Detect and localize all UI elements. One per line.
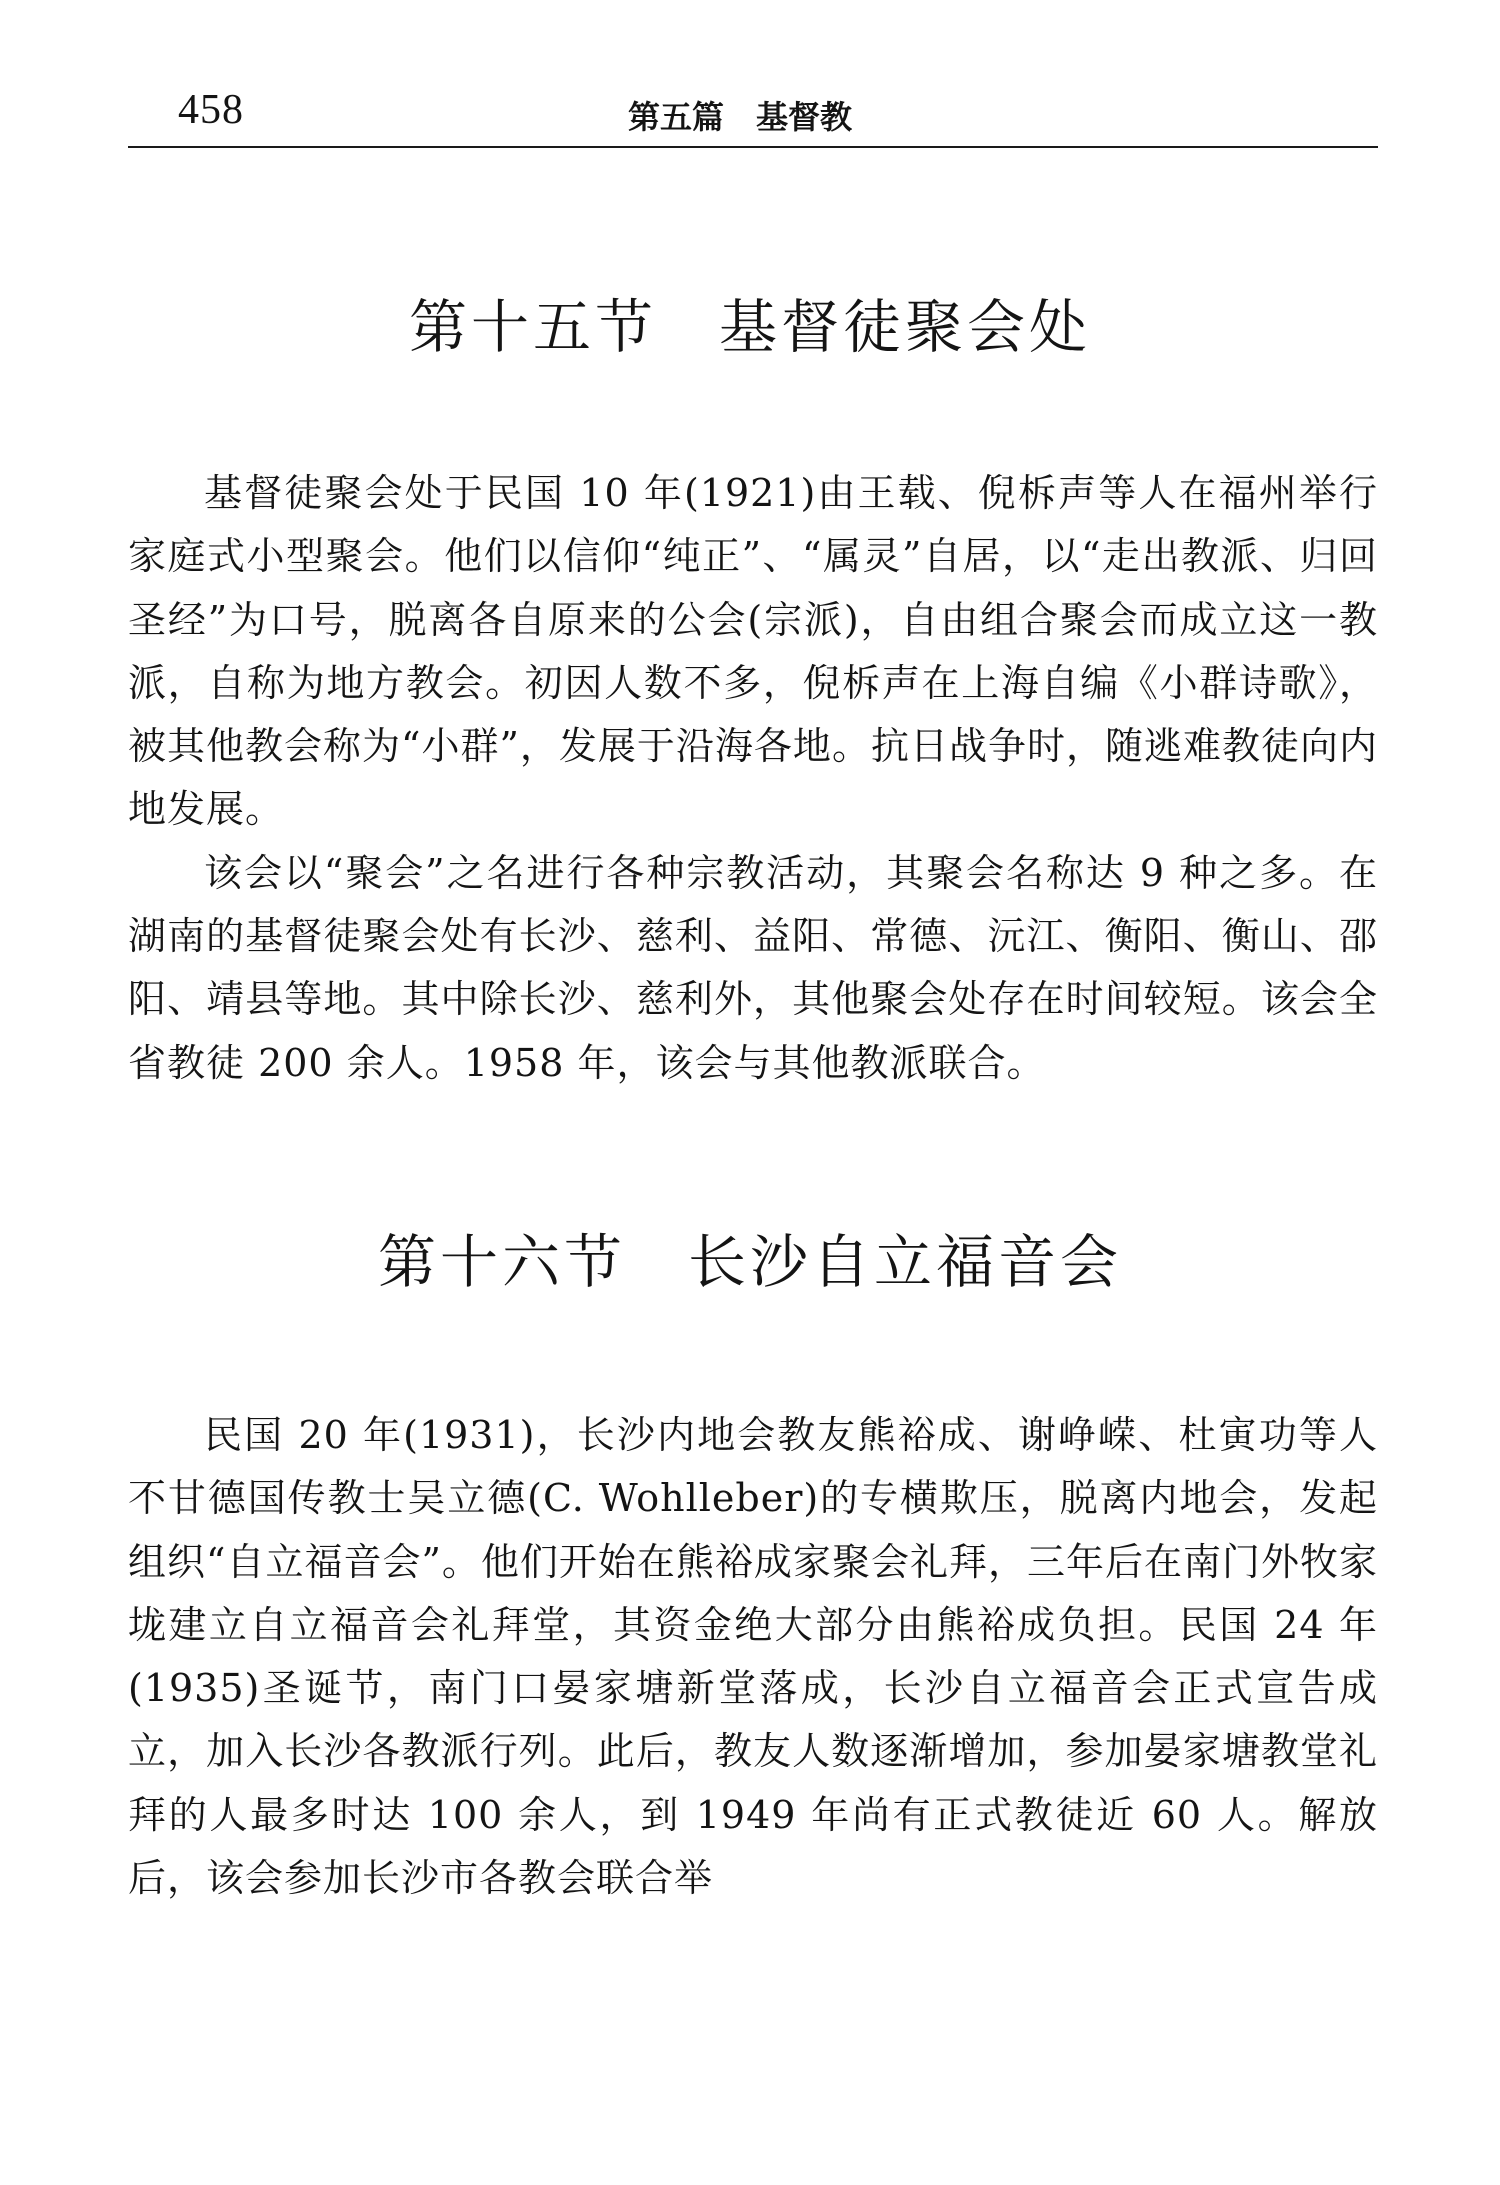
paragraph: 民国 20 年(1931)，长沙内地会教友熊裕成、谢峥嵘、杜寅功等人不甘德国传教士吴立德(C. Wohlleber)的专横欺压，脱离内地会，发起组织“自立福音会”。他们开始在熊裕成家聚会礼拜，三年后在南门外牧家垅建立自立福音会礼拜堂，其资金绝大部分由熊裕成负担。民国 24 年(1935)圣诞节，南门口晏家塘新堂落成，长沙自立福音会正式宣告成立，加入长沙各教派行列。此后，教友人数逐渐增加，参加晏家塘教堂礼拜的人最多时达 100 余人，到 1949 年尚有正式教徒近 60 人。解放后，该会参加长沙市各教会联合举 xyxy=(128,1413,1378,1901)
section-16-body xyxy=(128,1404,1378,1910)
running-title: 第五篇 基督教 xyxy=(628,98,853,136)
header-rule xyxy=(128,146,1378,148)
section-heading-16: 第十六节 长沙自立福音会 xyxy=(377,1228,1122,1296)
running-head xyxy=(128,78,1378,148)
section-15-body xyxy=(128,462,1378,1095)
page-number: 458 xyxy=(178,87,244,133)
paragraph: 基督徒聚会处于民国 10 年(1921)由王载、倪柝声等人在福州举行家庭式小型聚会。他们以信仰“纯正”、“属灵”自居，以“走出教派、归回圣经”为口号，脱离各自原来的公会(宗派)，自由组合聚会而成立这一教派，自称为地方教会。初因人数不多，倪柝声在上海自编《小群诗歌》，被其他教会称为“小群”，发展于沿海各地。抗日战争时，随逃难教徒向内地发展。 xyxy=(128,471,1378,832)
paragraph: 该会以“聚会”之名进行各种宗教活动，其聚会名称达 9 种之多。在湖南的基督徒聚会处有长沙、慈利、益阳、常德、沅江、衡阳、衡山、邵阳、靖县等地。其中除长沙、慈利外，其他聚会处存在时间较短。该会全省教徒 200 余人。1958 年，该会与其他教派联合。 xyxy=(128,850,1378,1085)
section-heading-15: 第十五节 基督徒聚会处 xyxy=(408,293,1091,361)
